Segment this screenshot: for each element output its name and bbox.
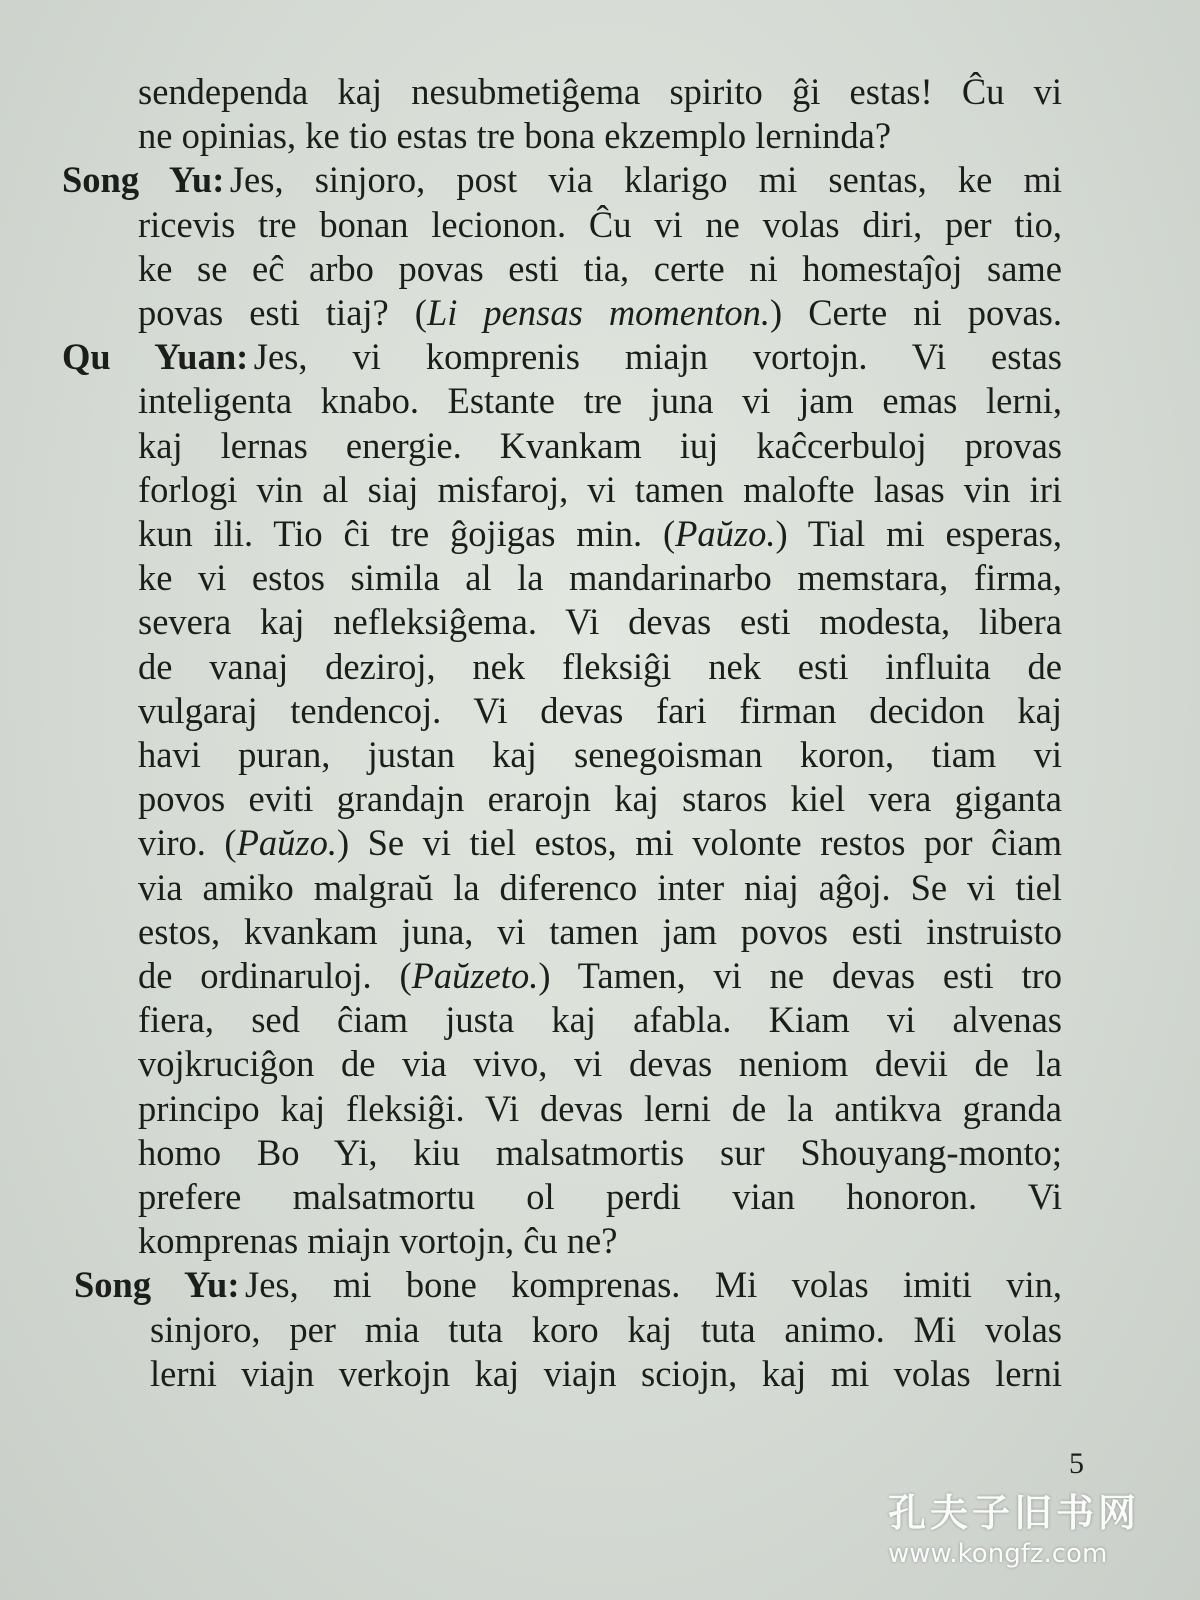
text-line: forlogi vin al siaj misfaroj, vi tamen malofte lasas vin iri xyxy=(138,468,1062,510)
text-line: via amiko malgraŭ la diferenco inter niaj aĝoj. Se vi tiel xyxy=(138,866,1062,908)
text-line: viro. (Paŭzo.) Se vi tiel estos, mi volonte restos por ĉiam xyxy=(138,822,1062,864)
text-line: vojkruciĝon de via vivo, vi devas neniom devii de la xyxy=(138,1043,1062,1085)
text-line: Qu Yuan: Jes, vi komprenis miajn vortojn. Vi estas xyxy=(62,336,1062,378)
text-line: prefere malsatmortu ol perdi vian honoron. Vi xyxy=(138,1176,1062,1218)
text-line: de vanaj deziroj, nek fleksiĝi nek esti influita de xyxy=(138,645,1062,687)
text-line: ricevis tre bonan lecionon. Ĉu vi ne volas diri, per tio, xyxy=(138,203,1062,245)
speaker-name: Song Yu: xyxy=(62,159,225,201)
text-line: kun ili. Tio ĉi tre ĝojigas min. (Paŭzo.) Tial mi esperas, xyxy=(138,513,1062,555)
text-line: sendependa kaj nesubmetiĝema spirito ĝi estas! Ĉu vi xyxy=(138,71,1062,112)
text-line: ke vi estos simila al la mandarinarbo memstara, firma, xyxy=(138,557,1062,599)
text-line: kaj lernas energie. Kvankam iuj kaĉcerbuloj provas xyxy=(138,424,1062,466)
watermark-logo xyxy=(888,1482,1178,1569)
speech-song-yu-1 xyxy=(62,158,1062,335)
watermark-title: 孔夫子旧书网 xyxy=(888,1491,1141,1535)
speaker-name: Song Yu: xyxy=(74,1264,240,1306)
speech-song-yu-2 xyxy=(62,1263,1062,1396)
text-line: severa kaj nefleksiĝema. Vi devas esti modesta, libera xyxy=(138,601,1062,643)
text-line: ne opinias, ke tio estas tre bona ekzemplo lerninda? xyxy=(138,115,892,157)
text-line: havi puran, justan kaj senegoisman koron, tiam vi xyxy=(138,734,1062,776)
speech-continuation xyxy=(62,70,1062,158)
text-line: fiera, sed ĉiam justa kaj afabla. Kiam vi alvenas xyxy=(138,999,1062,1041)
text-line: Song Yu: Jes, mi bone komprenas. Mi volas imiti vin, xyxy=(74,1264,1062,1306)
page-number: 5 xyxy=(1069,1447,1084,1480)
stage-direction: Paŭzo. xyxy=(236,822,337,864)
page-text xyxy=(62,70,1062,1396)
text-line: vulgaraj tendencoj. Vi devas fari firman decidon kaj xyxy=(138,689,1062,731)
text-line: povas esti tiaj? (Li pensas momenton.) Certe ni povas. xyxy=(138,292,1062,334)
text-line: povos eviti grandajn erarojn kaj staros kiel vera giganta xyxy=(138,778,1062,820)
text-line: sinjoro, per mia tuta koro kaj tuta animo. Mi volas xyxy=(150,1308,1062,1350)
speaker-name: Qu Yuan: xyxy=(62,336,249,378)
text-line: homo Bo Yi, kiu malsatmortis sur Shouyang-monto; xyxy=(138,1131,1062,1173)
text-line: Song Yu: Jes, sinjoro, post via klarigo mi sentas, ke mi xyxy=(62,159,1062,201)
watermark-url: www.kongfz.com xyxy=(888,1539,1108,1569)
stage-direction: Li pensas momenton. xyxy=(426,292,770,334)
text-line: de ordinaruloj. (Paŭzeto.) Tamen, vi ne devas esti tro xyxy=(138,955,1062,997)
text-line: lerni viajn verkojn kaj viajn sciojn, kaj mi volas lerni xyxy=(150,1352,1062,1394)
text-line: estos, kvankam juna, vi tamen jam povos esti instruisto xyxy=(138,910,1062,952)
stage-direction: Paŭzo. xyxy=(675,513,776,555)
stage-direction: Paŭzeto. xyxy=(411,955,539,997)
text-line: komprenas miajn vortojn, ĉu ne? xyxy=(138,1220,618,1262)
text-line: inteligenta knabo. Estante tre juna vi jam emas lerni, xyxy=(138,380,1062,422)
text-line: ke se eĉ arbo povas esti tia, certe ni homestaĵoj same xyxy=(138,247,1062,289)
text-line: principo kaj fleksiĝi. Vi devas lerni de la antikva granda xyxy=(138,1087,1062,1129)
speech-qu-yuan xyxy=(62,335,1062,1263)
